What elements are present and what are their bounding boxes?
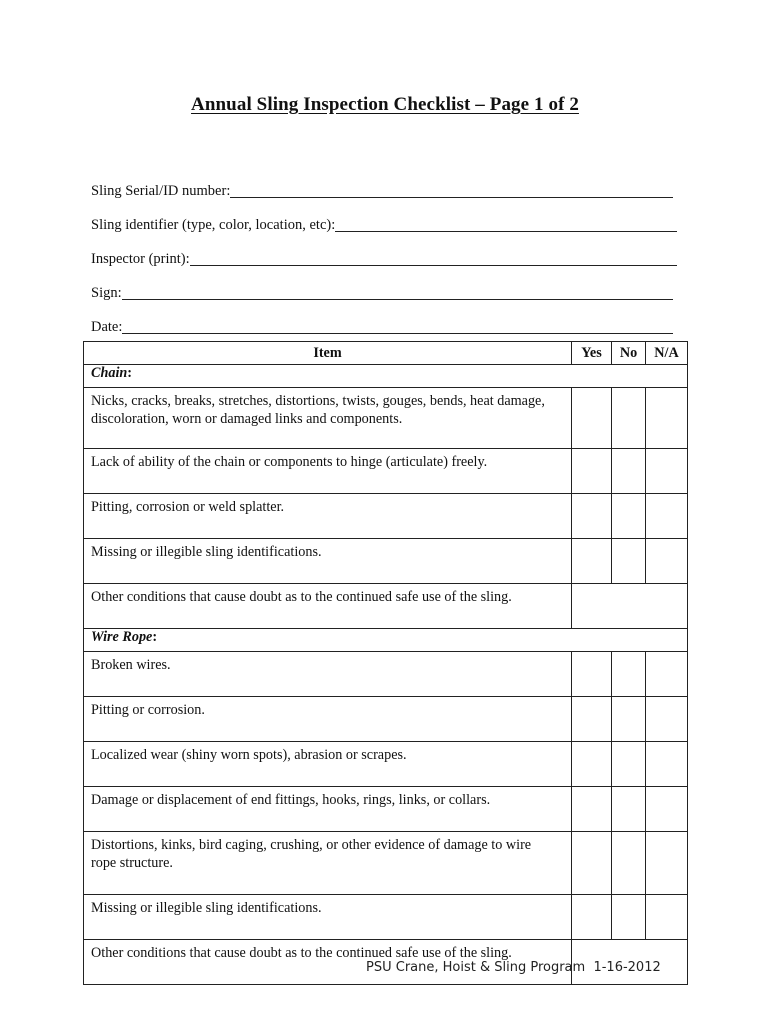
- sling-identifier-field[interactable]: [91, 206, 677, 240]
- wire-rope-heading-text: Wire Rope: [91, 629, 153, 645]
- chain-item-3-yes-cell[interactable]: [572, 494, 612, 539]
- chain-item-4-yes-cell[interactable]: [572, 539, 612, 584]
- sign-field[interactable]: [91, 274, 677, 308]
- inspector-line[interactable]: [190, 264, 677, 266]
- wire-rope-item-2-na-cell[interactable]: [646, 697, 688, 742]
- table-row: [84, 388, 688, 449]
- table-header-row: [84, 342, 688, 365]
- chain-item-3-no-cell[interactable]: [612, 494, 646, 539]
- chain-item-3: Pitting, corrosion or weld splatter.: [84, 494, 572, 539]
- chain-heading-text: Chain: [91, 365, 128, 381]
- header-fields: [91, 172, 677, 342]
- wire-rope-item-4-na-cell[interactable]: [646, 787, 688, 832]
- table-row: [84, 494, 688, 539]
- chain-item-3-na-cell[interactable]: [646, 494, 688, 539]
- wire-rope-item-3: Localized wear (shiny worn spots), abrasion or scrapes.: [84, 742, 572, 787]
- wire-rope-item-6-na-cell[interactable]: [646, 895, 688, 940]
- date-line[interactable]: [122, 332, 673, 334]
- chain-heading-colon: :: [127, 365, 133, 381]
- wire-rope-item-2-no-cell[interactable]: [612, 697, 646, 742]
- chain-item-4: Missing or illegible sling identifications.: [84, 539, 572, 584]
- wire-rope-item-4-yes-cell[interactable]: [572, 787, 612, 832]
- wire-rope-item-3-yes-cell[interactable]: [572, 742, 612, 787]
- chain-item-4-na-cell[interactable]: [646, 539, 688, 584]
- table-row: [84, 742, 688, 787]
- wire-rope-item-3-no-cell[interactable]: [612, 742, 646, 787]
- wire-rope-item-5-yes-cell[interactable]: [572, 832, 612, 895]
- serial-id-field[interactable]: [91, 172, 677, 206]
- wire-rope-item-2: Pitting or corrosion.: [84, 697, 572, 742]
- wire-rope-item-6-yes-cell[interactable]: [572, 895, 612, 940]
- wire-rope-item-5-na-cell[interactable]: [646, 832, 688, 895]
- date-label: Date:: [91, 319, 123, 335]
- page-title: Annual Sling Inspection Checklist – Page 1 of 2: [191, 94, 579, 115]
- wire-rope-item-1-na-cell[interactable]: [646, 652, 688, 697]
- table-row: [84, 895, 688, 940]
- table-row: [84, 652, 688, 697]
- wire-rope-item-1-yes-cell[interactable]: [572, 652, 612, 697]
- table-row: [84, 832, 688, 895]
- serial-id-label: Sling Serial/ID number:: [91, 183, 231, 199]
- chain-section-heading: [84, 365, 688, 388]
- wire-rope-item-6-no-cell[interactable]: [612, 895, 646, 940]
- chain-item-2-no-cell[interactable]: [612, 449, 646, 494]
- wire-rope-section-heading: [84, 629, 688, 652]
- wire-rope-item-5: Distortions, kinks, bird caging, crushing, or other evidence of damage to wire rope structure.: [84, 832, 572, 895]
- table-row: [84, 787, 688, 832]
- wire-rope-item-1: Broken wires.: [84, 652, 572, 697]
- sling-identifier-label: Sling identifier (type, color, location, etc):: [91, 217, 336, 233]
- inspector-label: Inspector (print):: [91, 251, 190, 267]
- table-row: [84, 449, 688, 494]
- sign-line[interactable]: [122, 298, 673, 300]
- inspector-field[interactable]: [91, 240, 677, 274]
- wire-rope-item-4: Damage or displacement of end fittings, hooks, rings, links, or collars.: [84, 787, 572, 832]
- sign-label: Sign:: [91, 285, 122, 301]
- no-column-header: No: [612, 342, 646, 365]
- chain-item-4-no-cell[interactable]: [612, 539, 646, 584]
- chain-item-1-no-cell[interactable]: [612, 388, 646, 449]
- wire-rope-section-row: [84, 629, 688, 652]
- wire-rope-item-2-yes-cell[interactable]: [572, 697, 612, 742]
- chain-section-row: [84, 365, 688, 388]
- wire-rope-item-3-na-cell[interactable]: [646, 742, 688, 787]
- chain-item-5: Other conditions that cause doubt as to the continued safe use of the sling.: [84, 584, 572, 629]
- wire-rope-heading-colon: :: [152, 629, 158, 645]
- yes-column-header: Yes: [572, 342, 612, 365]
- table-row: [84, 697, 688, 742]
- serial-id-line[interactable]: [230, 196, 673, 198]
- item-column-header: Item: [84, 342, 572, 365]
- chain-item-1: Nicks, cracks, breaks, stretches, distortions, twists, gouges, bends, heat damage, discoloration, worn or damaged links and components.: [84, 388, 572, 449]
- table-row: [84, 539, 688, 584]
- na-column-header: N/A: [646, 342, 688, 365]
- chain-item-2: Lack of ability of the chain or components to hinge (articulate) freely.: [84, 449, 572, 494]
- wire-rope-item-4-no-cell[interactable]: [612, 787, 646, 832]
- inspection-table: [83, 341, 688, 985]
- wire-rope-item-5-no-cell[interactable]: [612, 832, 646, 895]
- wire-rope-item-1-no-cell[interactable]: [612, 652, 646, 697]
- wire-rope-item-7: Other conditions that cause doubt as to the continued safe use of the sling.: [84, 940, 572, 985]
- chain-item-5-notes-cell[interactable]: [572, 584, 688, 629]
- date-field[interactable]: [91, 308, 677, 342]
- chain-item-1-yes-cell[interactable]: [572, 388, 612, 449]
- chain-item-2-yes-cell[interactable]: [572, 449, 612, 494]
- chain-item-1-na-cell[interactable]: [646, 388, 688, 449]
- wire-rope-item-6: Missing or illegible sling identifications.: [84, 895, 572, 940]
- page-footer: PSU Crane, Hoist & Sling Program 1-16-2012: [366, 960, 661, 975]
- table-row: [84, 584, 688, 629]
- sling-identifier-line[interactable]: [335, 230, 677, 232]
- chain-item-2-na-cell[interactable]: [646, 449, 688, 494]
